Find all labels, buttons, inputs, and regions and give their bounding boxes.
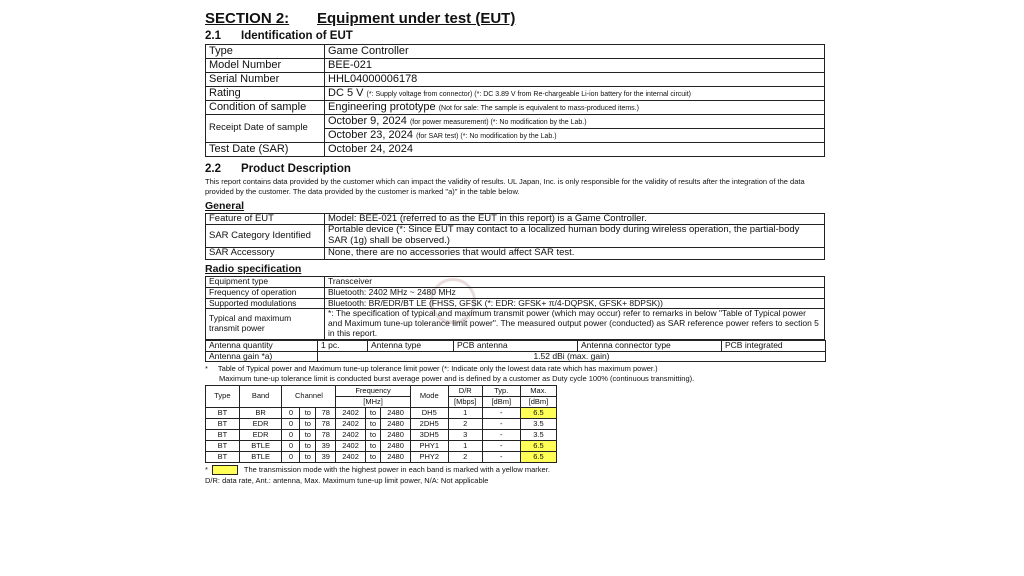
power-table-notes: * Table of Typical power and Maximum tune-up tolerance limit power (*: Indicate only the lowest data rate which has maximum power.) Maximum tune-up tolerance limit is conducted burst average power and is defined by a customer as Duty cycle 100% (continuous transmitting). — [205, 364, 695, 383]
table-row: Rating DC 5 V (*: Supply voltage from connector) (*: DC 3.89 V from Re-chargeable Li-ion battery for the internal circuit) — [206, 87, 825, 101]
table-row: Frequency of operation Bluetooth: 2402 MHz ~ 2480 MHz — [206, 287, 825, 298]
table-row: Type Game Controller — [206, 45, 825, 59]
table-header-row: Type Band Channel Frequency Mode D/R Typ. Max. — [206, 386, 557, 397]
identification-table — [205, 44, 825, 157]
table-row: BT EDR 0 to 78 2402 to 2480 3DH5 3 - 3.5 — [206, 430, 557, 441]
table-row: Equipment type Transceiver — [206, 277, 825, 288]
table-row: Model Number BEE-021 — [206, 59, 825, 73]
max-power-highlighted: 6.5 — [520, 441, 556, 452]
yellow-marker-swatch — [212, 465, 238, 475]
table-row: Serial Number HHL04000006178 — [206, 73, 825, 87]
general-table — [205, 213, 825, 261]
power-table — [205, 385, 557, 463]
table-row: Condition of sample Engineering prototype (Not for sale: The sample is equivalent to mass-produced items.) — [206, 101, 825, 115]
table-row: Typical and maximum transmit power *: The specification of typical and maximum transmit power (which may occur) refer to remarks in below "Table of Typical power and Maximum tune-up tolerance limit power". The measured output power (conducted) as SAR reference power refers to section 5 in this report. — [206, 309, 825, 339]
table-row: Feature of EUT Model: BEE-021 (referred to as the EUT in this report) is a Game Controller. — [206, 213, 825, 225]
subsection-2-1-heading: 2.1 Identification of EUT — [205, 30, 353, 42]
table-row: BT BR 0 to 78 2402 to 2480 DH5 1 - 6.5 — [206, 408, 557, 419]
table-row: SAR Accessory None, there are no accessories that would affect SAR test. — [206, 248, 825, 260]
radio-specification-table — [205, 276, 825, 340]
subsection-2-2-heading: 2.2 Product Description — [205, 163, 351, 175]
radio-specification-heading: Radio specification — [205, 263, 302, 276]
max-power-highlighted: 6.5 — [520, 408, 556, 419]
general-heading: General — [205, 199, 245, 212]
section-title: Equipment under test (EUT) — [317, 10, 516, 27]
table-row: Antenna quantity 1 pc. Antenna type PCB antenna Antenna connector type PCB integrated — [206, 340, 826, 351]
antenna-table — [205, 340, 826, 363]
table-row: Receipt Date of sample October 9, 2024 (for power measurement) (*: No modification by the Lab.) — [206, 115, 825, 129]
section-number: SECTION 2: — [205, 10, 290, 27]
table-header-row: [MHz] [Mbps] [dBm] [dBm] — [206, 397, 557, 408]
max-power: 3.5 — [520, 430, 556, 441]
table-row: October 23, 2024 (for SAR test) (*: No modification by the Lab.) — [206, 129, 825, 143]
table-row: Antenna gain *a) 1.52 dBi (max. gain) — [206, 351, 826, 362]
table-row: Supported modulations Bluetooth: BR/EDR/BT LE (FHSS, GFSK (*: EDR: GFSK+ π/4-DQPSK, GFSK+ 8DPSK)) — [206, 298, 825, 309]
table-row: BT BTLE 0 to 39 2402 to 2480 PHY2 2 - 6.5 — [206, 452, 557, 463]
table-row: BT BTLE 0 to 39 2402 to 2480 PHY1 1 - 6.5 — [206, 441, 557, 452]
max-power-highlighted: 6.5 — [520, 452, 556, 463]
section-heading — [205, 10, 825, 27]
document — [205, 6, 825, 487]
table-row: SAR Category Identified Portable device (*: Since EUT may contact to a localized human body during wireless operation, the partial-body SAR (1g) shall be observed.) — [206, 225, 825, 248]
intro-paragraph: This report contains data provided by the customer which can impact the validity of results. UL Japan, Inc. is only responsible for the validity of results after the integration of the data provided by the customer. The data provided by the customer is marked "a)" in the table below. — [205, 177, 805, 196]
highlight-legend: * The transmission mode with the highest power in each band is marked with a yellow marker. — [205, 465, 550, 475]
abbreviations: D/R: data rate, Ant.: antenna, Max. Maximum tune-up limit power, N/A: Not applicable — [205, 476, 489, 486]
max-power: 3.5 — [520, 419, 556, 430]
table-row: BT EDR 0 to 78 2402 to 2480 2DH5 2 - 3.5 — [206, 419, 557, 430]
table-row: Test Date (SAR) October 24, 2024 — [206, 143, 825, 157]
